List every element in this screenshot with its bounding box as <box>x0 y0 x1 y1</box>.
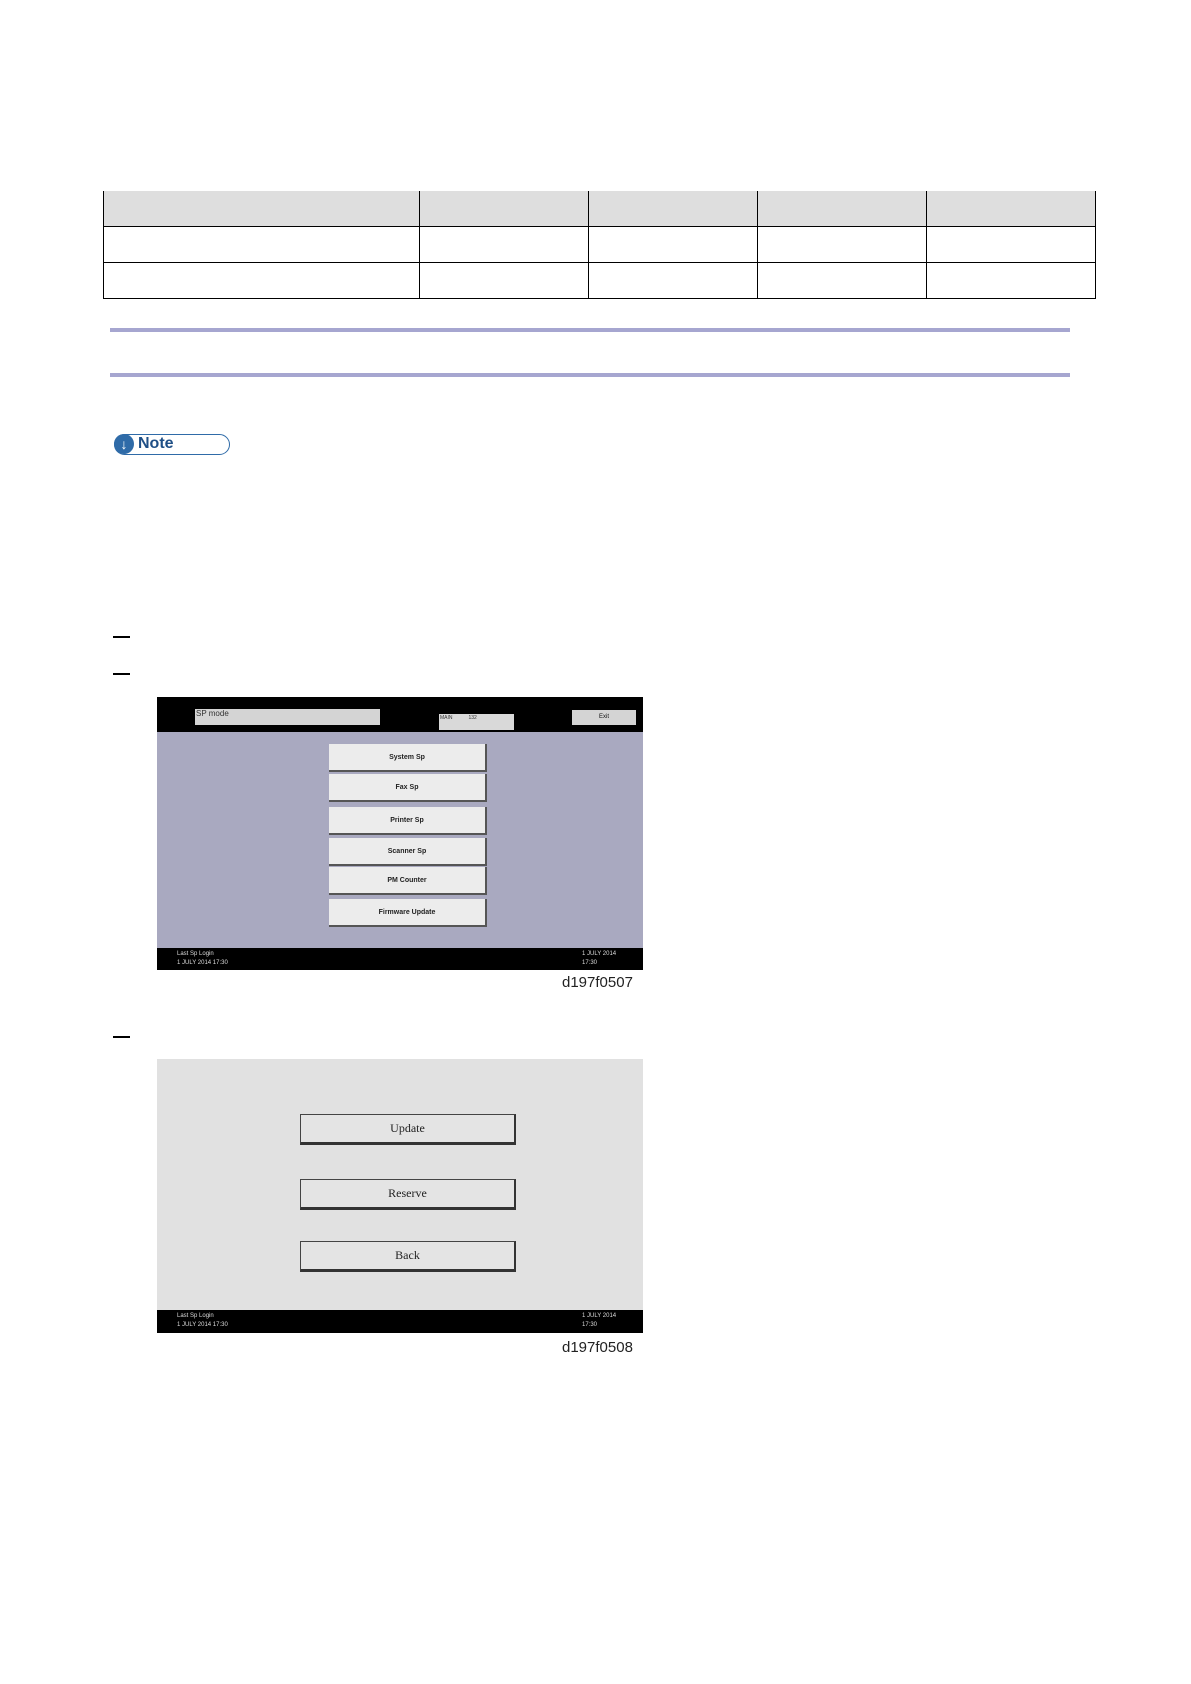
reserve-button[interactable]: Reserve <box>300 1179 516 1210</box>
last-login-time: 1 JULY 2014 17:30 <box>177 1322 228 1328</box>
main-indicator <box>439 714 514 730</box>
table-cell <box>758 191 927 227</box>
system-sp-button[interactable]: System Sp <box>329 744 487 772</box>
fax-sp-button[interactable]: Fax Sp <box>329 774 487 802</box>
table-cell <box>420 227 589 263</box>
table-cell <box>927 263 1096 299</box>
update-button[interactable]: Update <box>300 1114 516 1145</box>
spec-table <box>103 191 1096 299</box>
arrow-down-circle-icon: ↓ <box>114 434 134 454</box>
heading-rule-top <box>110 328 1070 332</box>
figure-caption: d197f0508 <box>562 1339 633 1356</box>
last-login-label: Last Sp Login <box>177 1313 214 1319</box>
table-header-row <box>104 191 1096 227</box>
table-row <box>104 227 1096 263</box>
note-label: Note <box>138 435 174 452</box>
table-cell <box>104 263 420 299</box>
note-badge <box>114 434 230 455</box>
clock-date: 1 JULY 2014 <box>582 951 617 957</box>
mode-title: SP mode <box>195 709 380 725</box>
clock-date: 1 JULY 2014 <box>582 1313 617 1319</box>
last-login-time: 1 JULY 2014 17:30 <box>177 960 228 966</box>
table-row <box>104 263 1096 299</box>
main-value: 132 <box>468 715 477 721</box>
figure-caption: d197f0507 <box>562 974 633 991</box>
step-marker <box>113 673 130 675</box>
table-cell <box>927 227 1096 263</box>
table-cell <box>927 191 1096 227</box>
table-cell <box>589 263 758 299</box>
last-login <box>177 950 228 968</box>
firmware-update-button[interactable]: Firmware Update <box>329 899 487 927</box>
step-marker <box>113 1036 130 1038</box>
back-button[interactable]: Back <box>300 1241 516 1272</box>
table-cell <box>589 191 758 227</box>
table-cell <box>758 263 927 299</box>
status-bar <box>157 948 643 970</box>
firmware-update-screen <box>157 1059 643 1333</box>
clock-time: 17:30 <box>582 1322 598 1328</box>
last-login-label: Last Sp Login <box>177 951 214 957</box>
printer-sp-button[interactable]: Printer Sp <box>329 807 487 835</box>
table-cell <box>420 263 589 299</box>
table-cell <box>420 191 589 227</box>
scanner-sp-button[interactable]: Scanner Sp <box>329 838 487 866</box>
last-login <box>177 1312 228 1330</box>
sp-mode-screen <box>157 697 643 970</box>
clock <box>582 1312 616 1330</box>
pm-counter-button[interactable]: PM Counter <box>329 867 487 895</box>
heading-rule-bottom <box>110 373 1070 377</box>
table-cell <box>104 227 420 263</box>
step-marker <box>113 636 130 638</box>
table-cell <box>589 227 758 263</box>
main-label: MAIN <box>440 715 453 721</box>
sp-mode-title-bar <box>157 697 643 732</box>
table-cell <box>758 227 927 263</box>
clock-time: 17:30 <box>582 960 598 966</box>
table-cell <box>104 191 420 227</box>
exit-button[interactable]: Exit <box>572 710 636 725</box>
status-bar <box>157 1310 643 1333</box>
clock <box>582 950 616 968</box>
